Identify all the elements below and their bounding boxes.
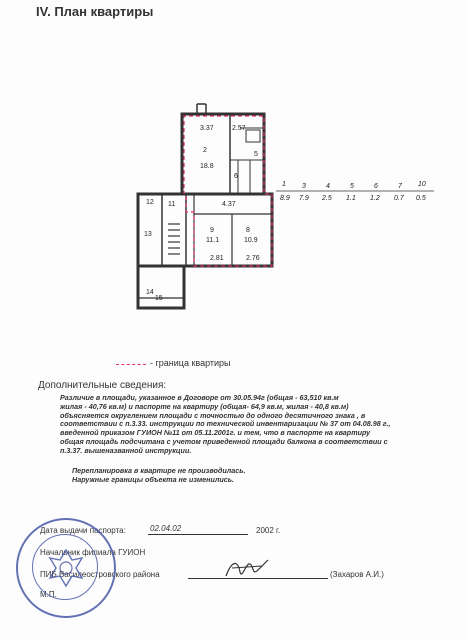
signatory-name: (Захаров А.И.) [330, 570, 384, 579]
passport-date-label: Дата выдачи паспорта: [40, 526, 126, 535]
plan-label-7: 13 [144, 231, 152, 238]
expl-val-3: 2.5 [322, 195, 332, 202]
additional-line-5: введенной приказом ГУИОН №11 от 05.11.2001г. и тем, что в паспорте на квартиру [60, 428, 371, 438]
plan-label-11: 11.1 [206, 237, 220, 244]
stamp-place-label: М.П. [40, 590, 57, 599]
expl-val-5: 1.2 [370, 195, 380, 202]
additional-line-3: объясняется округлением площади с точностью до одного десятичного знака , в [60, 410, 366, 420]
additional-line-6: общая площадь подсчитана с учетом приведенной площади балкона в соответствии с [60, 436, 388, 446]
expl-num-1: 1 [282, 181, 286, 188]
plan-label-14: 2.81 [210, 255, 224, 262]
legend-boundary-line [116, 364, 146, 365]
handwritten-signature [222, 554, 272, 584]
plan-label-4: 18.8 [200, 163, 214, 170]
expl-num-4: 5 [350, 183, 354, 190]
plan-label-1: 3.37 [200, 125, 214, 132]
passport-date-value: 02.04.02 [150, 524, 182, 533]
plan-label-18: 6 [234, 173, 238, 180]
note-no-redevelopment: Перепланировка в квартире не производилась. [72, 466, 246, 475]
plan-label-17: 15 [155, 295, 163, 302]
expl-num-3: 4 [326, 183, 330, 190]
additional-info-paragraph [60, 394, 420, 456]
additional-line-1: Различие в площади, указанное в Договоре от 30.05.94г (общая - 63,510 кв.м [60, 393, 339, 402]
expl-num-5: 6 [374, 183, 378, 190]
expl-val-1: 8.9 [280, 195, 290, 202]
additional-line-4: соответствии с п.3.33. инструкции по технической инвентаризации № 37 от 04.08.98 г., [60, 419, 391, 429]
stamp-emblem-icon [18, 520, 114, 616]
page-title: IV. План квартиры [36, 4, 154, 19]
additional-info-title: Дополнительные сведения: [38, 380, 167, 391]
plan-label-3: 2 [203, 147, 207, 154]
plan-label-9: 4.37 [222, 201, 236, 208]
plan-label-15: 2.76 [246, 255, 260, 262]
passport-year: 2002 г. [256, 526, 281, 535]
expl-num-6: 7 [398, 183, 402, 190]
plan-label-8: 11 [168, 201, 176, 208]
expl-val-7: 0.5 [416, 195, 426, 202]
plan-label-10: 9 [210, 227, 214, 234]
official-stamp [16, 518, 116, 618]
expl-num-7: 10 [418, 181, 426, 188]
branch-head-label: Начальник филиала ГУИОН [40, 548, 146, 557]
plan-label-2: 2.57 [232, 125, 246, 132]
expl-val-2: 7.9 [299, 195, 309, 202]
district-label: ПИБ Василеостровского района [40, 570, 160, 579]
note-borders-unchanged: Наружные границы объекта не изменились. [72, 475, 235, 484]
plan-label-12: 8 [246, 227, 250, 234]
expl-val-4: 1.1 [346, 195, 356, 202]
plan-label-5: 5 [254, 151, 258, 158]
date-underline [148, 534, 248, 535]
plan-label-6: 12 [146, 199, 154, 206]
expl-val-6: 0.7 [394, 195, 404, 202]
additional-line-7: п.3.37. вышеназванной инструкции. [60, 445, 192, 455]
legend-text: - граница квартиры [150, 358, 231, 368]
additional-line-2: жилая - 40,76 кв.м) и паспорте на квартиру (общая- 64,9 кв.м, жилая - 40,8 кв.м) [60, 401, 349, 411]
plan-label-16: 14 [146, 289, 154, 296]
plan-label-13: 10.9 [244, 237, 258, 244]
expl-num-2: 3 [302, 183, 306, 190]
